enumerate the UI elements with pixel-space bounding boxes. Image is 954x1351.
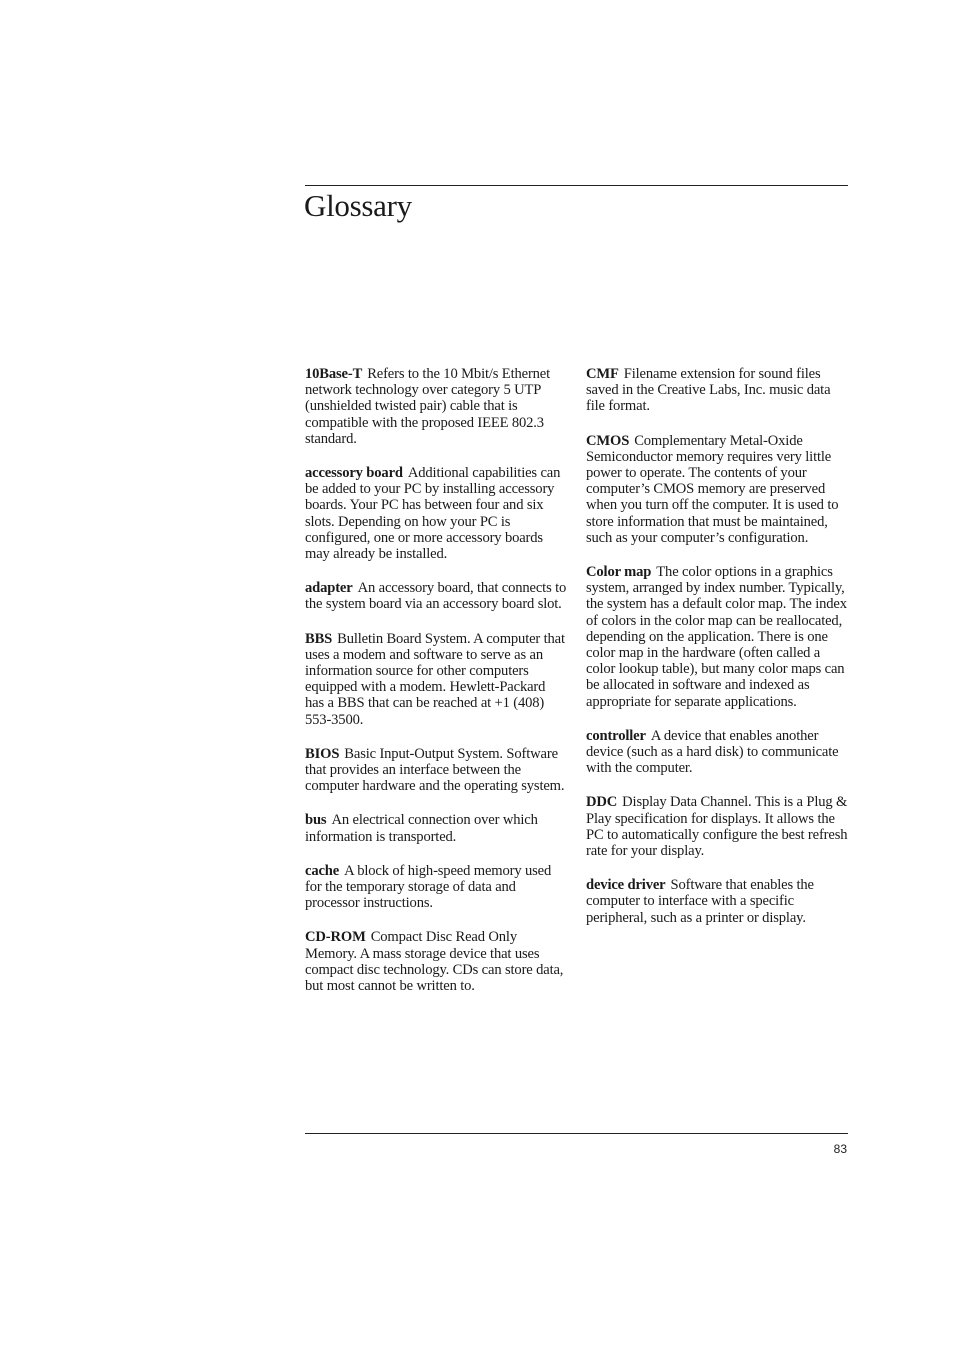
page-title: Glossary (304, 188, 412, 223)
glossary-definition: Refers to the 10 Mbit/s Ethernet network technology over category 5 UTP (unshielded twisted pair) cable that is compatible with the proposed IEEE 802.3 standard. (305, 366, 551, 447)
glossary-definition: Software that enables the computer to interface with a specific peripheral, such as a printer or display. (586, 877, 814, 926)
glossary-definition: A device that enables another device (such as a hard disk) to communicate with the computer. (586, 727, 839, 777)
glossary-entry (586, 728, 848, 777)
glossary-definition: The color options in a graphics system, arranged by index number. Typically, the system has a default color map. The index of colors in the color map can be reallocated, depending on the application. There is one color map in the hardware (often called a color lookup table), but many color maps can be allocated in software and indexed as appropriate for separate applications. (586, 564, 847, 710)
glossary-term: DDC (586, 794, 618, 811)
glossary-term: accessory board (305, 465, 403, 482)
glossary-term: device driver (586, 877, 666, 894)
glossary-definition: Compact Disc Read Only Memory. A mass storage device that uses compact disc technology. CDs can store data, but most cannot be written to. (305, 929, 564, 995)
glossary-term: bus (305, 812, 327, 829)
glossary-entry (305, 929, 567, 994)
glossary-definition: Bulletin Board System. A computer that uses a modem and software to serve as an information source for other computers equipped with a modem. Hewlett-Packard has a BBS that can be reached at +1 (408) 553-3500. (305, 630, 565, 728)
glossary-term: BIOS (305, 745, 340, 762)
glossary-entry (305, 366, 567, 447)
glossary-column-left (305, 366, 567, 1012)
glossary-entry (305, 863, 567, 912)
glossary-term: CMOS (586, 432, 630, 449)
glossary-entry (305, 465, 567, 562)
footer-rule (305, 1133, 848, 1134)
glossary-entry (305, 812, 567, 844)
glossary-term: cache (305, 862, 340, 879)
glossary-column-right (586, 366, 848, 944)
glossary-definition: Filename extension for sound files saved in the Creative Labs, Inc. music data file format. (586, 366, 831, 415)
glossary-definition: Additional capabilities can be added to your PC by installing accessory boards. Your PC has between four and six slots. Depending on how your PC is configured, one or more accessory boards may already be installed. (305, 465, 561, 563)
glossary-entry (586, 877, 848, 926)
glossary-entry (586, 433, 848, 546)
glossary-entry (305, 631, 567, 728)
glossary-definition: A block of high-speed memory used for the temporary storage of data and processor instructions. (305, 862, 552, 912)
glossary-entry (305, 746, 567, 795)
glossary-term: controller (586, 727, 646, 744)
glossary-definition: An electrical connection over which information is transported. (305, 812, 538, 845)
glossary-entry (305, 580, 567, 612)
glossary-term: Color map (586, 564, 652, 581)
glossary-entry (586, 366, 848, 415)
glossary-term: BBS (305, 630, 333, 647)
glossary-definition: Display Data Channel. This is a Plug & Play specification for displays. It allows the PC to automatically configure the best refresh rate for your display. (586, 794, 848, 860)
glossary-term: CD-ROM (305, 929, 366, 946)
glossary-term: CMF (586, 366, 619, 382)
glossary-definition: An accessory board, that connects to the system board via an accessory board slot. (305, 580, 567, 613)
glossary-definition: Basic Input-Output System. Software that provides an interface between the computer hardware and the operating system. (305, 745, 565, 795)
glossary-entry (586, 794, 848, 859)
glossary-term: adapter (305, 580, 353, 597)
glossary-entry (586, 564, 848, 710)
page-number: 83 (833, 1142, 847, 1156)
glossary-term: 10Base-T (305, 366, 363, 382)
glossary-definition: Complementary Metal-Oxide Semiconductor memory requires very little power to operate. The contents of your computer’s CMOS memory are preserved when you turn off the computer. It is used to store information that must be maintained, such as your computer’s configuration. (586, 432, 839, 546)
